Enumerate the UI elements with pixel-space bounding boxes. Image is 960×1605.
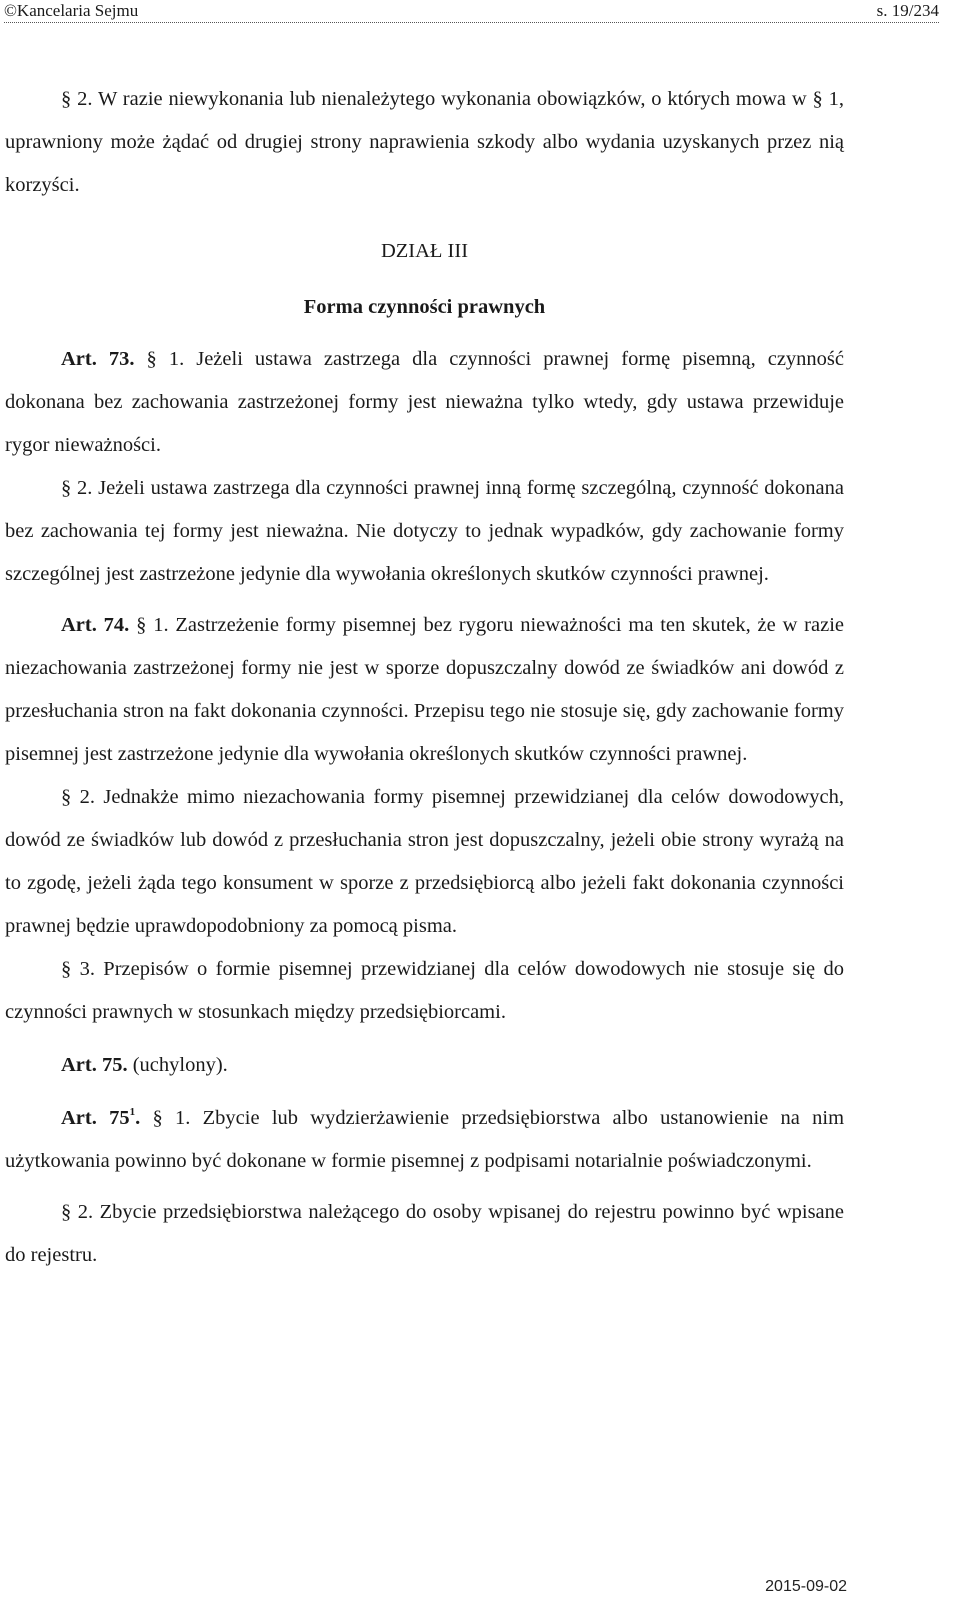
article-label-75-1-end: . xyxy=(135,1107,141,1129)
article-label-75: Art. 75. xyxy=(61,1054,128,1076)
paragraph-art75-1-s1 xyxy=(5,1097,844,1183)
section-title: Forma czynności prawnych xyxy=(303,296,546,318)
art74-s1-text: § 1. Zastrzeżenie formy pisemnej bez rygoru nieważności ma ten skutek, że w razie niezachowania zastrzeżonej formy nie jest w sporze dopuszczalny dowód ze świadków ani dowód z przesłuchania stron na fakt dokonania czynności. Przepisu tego nie stosuje się, gdy zachowanie formy pisemnej jest zastrzeżone jedynie dla wywołania określonych skutków czynności prawnej. xyxy=(5,614,845,765)
paragraph-art73-s1 xyxy=(5,338,844,467)
footer-date: 2015-09-02 xyxy=(765,1578,847,1595)
document-body xyxy=(5,78,844,1277)
article-superscript: 1 xyxy=(129,1106,136,1118)
header-source: ©Kancelaria Sejmu xyxy=(4,1,139,20)
article-label-73: Art. 73. xyxy=(61,348,135,370)
art73-s1-text: § 1. Jeżeli ustawa zastrzega dla czynności prawnej formę pisemną, czynność dokonana bez zachowania zastrzeżonej formy jest nieważna tylko wtedy, gdy ustawa przewiduje rygor nieważności. xyxy=(5,348,844,456)
paragraph-art73-s2: § 2. Jeżeli ustawa zastrzega dla czynności prawnej inną formę szczególną, czynność dokonana bez zachowania tej formy jest nieważna. Nie dotyczy to jednak wypadków, gdy zachowanie formy szczególnej jest zastrzeżone jedynie dla wywołania określonych skutków czynności prawnej. xyxy=(5,477,844,585)
paragraph-art75-1-s2: § 2. Zbycie przedsiębiorstwa należącego do osoby wpisanej do rejestru powinno być wpisane do rejestru. xyxy=(5,1201,844,1266)
header-page-number: s. 19/234 xyxy=(876,1,939,20)
paragraph-art75 xyxy=(5,1044,844,1087)
paragraph-art74-s1 xyxy=(5,604,844,776)
article-label-75-1-text: Art. 75 xyxy=(61,1107,130,1129)
article-label-75-1 xyxy=(61,1107,140,1129)
header-divider xyxy=(4,22,939,23)
art75-text: (uchylony). xyxy=(132,1054,228,1076)
paragraph-art74-s2: § 2. Jednakże mimo niezachowania formy pisemnej przewidzianej dla celów dowodowych, dowód ze świadków lub dowód z przesłuchania stron jest dopuszczalny, jeżeli obie strony wyrażą na to zgodę, jeżeli żąda tego konsument w sporze z przedsiębiorcą albo jeżeli fakt dokonania czynności prawnej będzie uprawdopodobniony za pomocą pisma. xyxy=(5,786,844,937)
paragraph-art72-s2: § 2. W razie niewykonania lub nienależytego wykonania obowiązków, o których mowa w § 1, uprawniony może żądać od drugiej strony naprawienia szkody albo wydania uzyskanych przez nią korzyści. xyxy=(5,88,844,196)
section-heading: DZIAŁ III xyxy=(380,240,469,262)
paragraph-art74-s3: § 3. Przepisów o formie pisemnej przewidzianej dla celów dowodowych nie stosuje się do czynności prawnych w stosunkach między przedsiębiorcami. xyxy=(5,958,844,1023)
art75-1-s1-text: § 1. Zbycie lub wydzierżawienie przedsiębiorstwa albo ustanowienie na nim użytkowania powinno być dokonane w formie pisemnej z podpisami notarialnie poświadczonymi. xyxy=(5,1107,845,1172)
article-label-74: Art. 74. xyxy=(61,614,130,636)
